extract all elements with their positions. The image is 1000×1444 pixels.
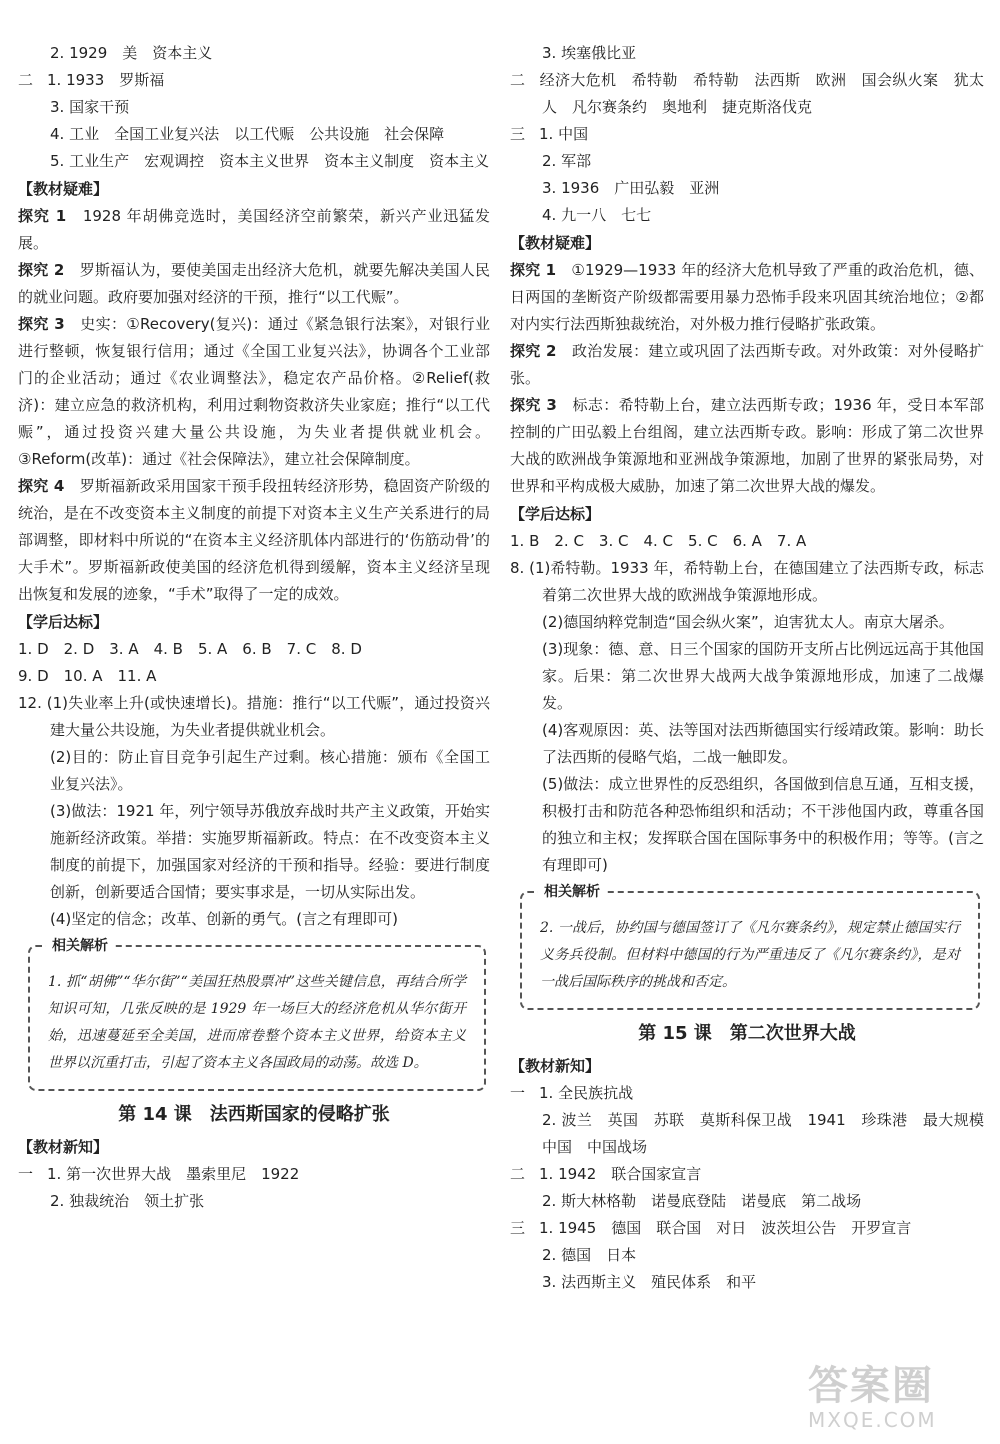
- explore-paragraph: [510, 338, 984, 392]
- answer-line: 2. 斯大林格勒 诺曼底登陆 诺曼底 第二战场: [542, 1192, 862, 1210]
- answer-line: [510, 1215, 984, 1242]
- answer-line: 4. 九一八 七七: [542, 206, 652, 224]
- section-number: 一: [510, 1084, 526, 1102]
- answer-line: 2. 军部: [542, 152, 592, 170]
- answer-paragraph: (3)做法：1921 年，列宁领导苏俄放弃战时共产主义政策，开始实施新经济政策。举措：实施罗斯福新政。特点：在不改变资本主义制度的前提下，加强国家对经济的干预和指导。经验：要进行制度创新，创新要适合国情；要实事求是，一切从实际出发。: [50, 802, 490, 901]
- section-number: 二: [18, 71, 34, 89]
- answer-line: 2. 波兰 英国 苏联 莫斯科保卫战 1941 珍珠港 最大规模 中国 中国战场: [542, 1111, 1000, 1156]
- explore-text: 史实：①Recovery(复兴)：通过《紧急银行法案》，对银行业进行整顿，恢复银行信用；通过《全国工业复兴法》，协调各个工业部门的企业活动；通过《农业调整法》，稳定农产品价格。②Relief(救济)：建立应急的救济机构，利用过剩物资救济失业家庭；推行“以工代赈”，通过投资兴建大量公共设施，为失业者提供就业机会。③Reform(改革)：通过《社会保障法》，建立社会保障制度。: [18, 315, 490, 468]
- lesson-title: 第 14 课 法西斯国家的侵略扩张: [118, 1104, 390, 1125]
- answer-paragraph: (4)客观原因：英、法等国对法西斯德国实行绥靖政策。影响：助长了法西斯的侵略气焰，二战一触即发。: [542, 721, 984, 766]
- answer-paragraph: (4)坚定的信念；改革、创新的勇气。(言之有理即可): [50, 910, 398, 928]
- section-heading: 【教材疑难】: [18, 180, 109, 198]
- explore-text: 政治发展：建立或巩固了法西斯专政。对外政策：对外侵略扩张。: [510, 342, 984, 387]
- answer-text: 1. 1945 德国 联合国 对日 波茨坦公告 开罗宣言: [539, 1219, 912, 1237]
- answer-line: 3. 1936 广田弘毅 亚洲: [542, 179, 720, 197]
- answer-line: [510, 1161, 984, 1188]
- section-heading: 【教材新知】: [18, 1138, 109, 1156]
- watermark-url: MXQE.COM: [808, 1408, 937, 1432]
- section-heading: 【教材疑难】: [510, 234, 601, 252]
- answer-line: [510, 1080, 984, 1107]
- answer-line: [510, 67, 984, 121]
- explore-text: 1928 年胡佛竞选时，美国经济空前繁荣，新兴产业迅猛发展。: [18, 207, 490, 252]
- explore-label: 探究 3: [510, 396, 557, 414]
- section-number: 三: [510, 125, 526, 143]
- explore-paragraph: [18, 473, 490, 608]
- answer-line: 3. 法西斯主义 殖民体系 和平: [542, 1273, 757, 1291]
- analysis-box: [520, 884, 980, 1010]
- section-heading: 【学后达标】: [18, 613, 109, 631]
- answer-text: 1. 中国: [539, 125, 589, 143]
- answer-line: [510, 121, 984, 148]
- explore-text: ①1929—1933 年的经济大危机导致了严重的政治危机，德、日两国的垄断资产阶级都需要用暴力恐怖手段来巩固其统治地位；②都对内实行法西斯独裁统治，对外极力推行侵略扩张政策。: [510, 261, 984, 333]
- explore-label: 探究 1: [18, 207, 67, 225]
- analysis-box: [28, 938, 486, 1091]
- section-number: 二: [510, 1165, 526, 1183]
- answer-line: 3. 埃塞俄比亚: [542, 44, 637, 62]
- analysis-tag: 相关解析: [46, 935, 114, 955]
- answer-text: 1. 1942 联合国家宣言: [539, 1165, 702, 1183]
- answer-paragraph: (2)德国纳粹党制造“国会纵火案”，迫害犹太人。南京大屠杀。: [542, 613, 954, 631]
- answer-paragraph: 12. (1)失业率上升(或快速增长)。措施：推行“以工代赈”，通过投资兴建大量公共设施，为失业者提供就业机会。: [18, 694, 490, 739]
- explore-label: 探究 2: [510, 342, 557, 360]
- answer-line: 3. 国家干预: [50, 98, 130, 116]
- section-number: 三: [510, 1219, 526, 1237]
- section-heading: 【学后达标】: [510, 505, 601, 523]
- section-number: 二: [510, 71, 526, 89]
- answer-text: 1. 第一次世界大战 墨索里尼 1922: [47, 1165, 300, 1183]
- explore-paragraph: [18, 311, 490, 473]
- answer-paragraph: (5)做法：成立世界性的反恐组织，各国做到信息互通，互相支援，积极打击和防范各种恐怖组织和活动；不干涉他国内政，尊重各国的独立和主权；发挥联合国在国际事务中的积极作用；等等。(言之有理即可): [542, 775, 984, 874]
- analysis-text: 1. 抓“胡佛”“华尔街”“美国狂热股票冲”这些关键信息，再结合所学知识可知，几张反映的是 1929 年一场巨大的经济危机从华尔街开始，迅速蔓延至全美国，进而席卷整个资本主义世界，给资本主义世界以沉重打击，引起了资本主义各国政局的动荡。故选 D。: [48, 974, 466, 1071]
- answer-line: 1. B 2. C 3. C 4. C 5. C 6. A 7. A: [510, 532, 807, 550]
- explore-label: 探究 1: [510, 261, 557, 279]
- watermark-text: 答案圈: [808, 1363, 934, 1409]
- answer-paragraph: 8. (1)希特勒。1933 年，希特勒上台，在德国建立了法西斯专政，标志着第二次世界大战的欧洲战争策源地形成。: [510, 559, 984, 604]
- right-column: [510, 40, 1000, 1296]
- lesson-title: 第 15 课 第二次世界大战: [638, 1023, 856, 1044]
- explore-paragraph: [18, 203, 490, 257]
- section-number: 一: [18, 1165, 34, 1183]
- answer-line: 5. 工业生产 宏观调控 资本主义世界 资本主义制度 资本主义: [50, 152, 490, 170]
- analysis-tag: 相关解析: [538, 881, 606, 901]
- explore-label: 探究 2: [18, 261, 65, 279]
- answer-line: 4. 工业 全国工业复兴法 以工代赈 公共设施 社会保障: [50, 125, 445, 143]
- explore-text: 罗斯福新政采用国家干预手段扭转经济形势，稳固资产阶级的统治，是在不改变资本主义制度的前提下对资本主义生产关系进行的局部调整，即材料中所说的“在资本主义经济肌体内部进行的‘伤筋动骨’的大手术”。罗斯福新政使美国的经济危机得到缓解，资本主义经济呈现出恢复和发展的迹象，“手术”取得了一定的成效。: [18, 477, 490, 603]
- watermark-logo: [808, 1364, 978, 1434]
- explore-paragraph: [510, 392, 984, 500]
- answer-line: 2. 独裁统治 领土扩张: [50, 1192, 205, 1210]
- explore-text: 罗斯福认为，要使美国走出经济大危机，就要先解决美国人民的就业问题。政府要加强对经济的干预，推行“以工代赈”。: [18, 261, 490, 306]
- left-column: [18, 40, 490, 1215]
- answer-paragraph: (3)现象：德、意、日三个国家的国防开支所占比例远远高于其他国家。后果：第二次世界大战两大战争策源地形成，加速了二战爆发。: [542, 640, 984, 712]
- explore-label: 探究 3: [18, 315, 65, 333]
- section-heading: 【教材新知】: [510, 1057, 601, 1075]
- answer-line: 1. D 2. D 3. A 4. B 5. A 6. B 7. C 8. D: [18, 640, 362, 658]
- answer-line: 2. 1929 美 资本主义: [50, 44, 213, 62]
- answer-line: [18, 1161, 490, 1188]
- explore-text: 标志：希特勒上台，建立法西斯专政；1936 年，受日本军部控制的广田弘毅上台组阁，建立法西斯专政。影响：形成了第二次世界大战的欧洲战争策源地和亚洲战争策源地，加剧了世界的紧张局势，对世界和平构成极大威胁，加速了第二次世界大战的爆发。: [510, 396, 984, 495]
- explore-paragraph: [510, 257, 984, 338]
- analysis-text: 2. 一战后，协约国与德国签订了《凡尔赛条约》，规定禁止德国实行义务兵役制。但材料中德国的行为严重违反了《凡尔赛条约》，是对一战后国际秩序的挑战和否定。: [540, 920, 960, 990]
- answer-paragraph: (2)目的：防止盲目竞争引起生产过剩。核心措施：颁布《全国工业复兴法》。: [50, 748, 490, 793]
- answer-line: 2. 德国 日本: [542, 1246, 637, 1264]
- answer-text: 经济大危机 希特勒 希特勒 法西斯 欧洲 国会纵火案 犹太人 凡尔赛条约 奥地利 捷克斯洛伐克: [539, 71, 984, 116]
- explore-paragraph: [18, 257, 490, 311]
- answer-line: 9. D 10. A 11. A: [18, 667, 157, 685]
- answer-line: [18, 67, 490, 94]
- answer-text: 1. 全民族抗战: [539, 1084, 634, 1102]
- answer-text: 1. 1933 罗斯福: [47, 71, 165, 89]
- explore-label: 探究 4: [18, 477, 65, 495]
